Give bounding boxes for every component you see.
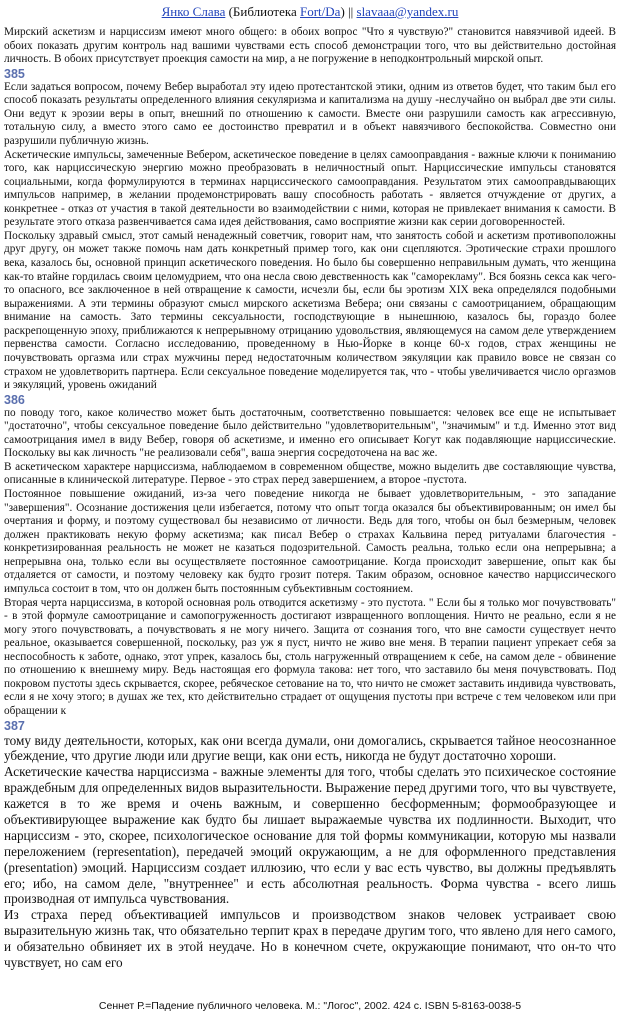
author-link[interactable]: Янко Слава <box>161 4 226 19</box>
page-number: 386 <box>4 392 25 407</box>
paragraph: Вторая черта нарциссизма, в которой основная роль отводится аскетизму - это пустота. " Если бы я только мог почувствовать" - в этой формуле самоотрицание и самопогруженность достигают извращенного воплощения. Ничто не реально, если я не могу этого почувствовать, а почувствовать я не могу ничего. Защита от сознания того, что вне самости существует нечто реальное, оказывается совершенной, поскольку, раз уж я пуст, ничто не живо вне меня. В терапии пациент упрекает себя за неспособность к заботе, однако, этот упрек, казалось бы, столь нагруженный отвращением к себе, на самом деле - обвинение по отношению к внешнему миру. Ведь настоящая его формула такова: нет того, что заставило бы меня почувствовать. Под покровом пустоты здесь скрывается, скорее, ребяческое сетование на то, что ничто не сможет заставить индивида чувствовать, если я не хочу этого; в душах же тех, кто действительно страдает от ощущения пустоты при встрече с тем человеком или при обращении к <box>4 596 616 717</box>
paragraph: Из страха перед объективацией импульсов и производством знаков человек устраивает свою выразительную жизнь так, что обязательно терпит крах в передаче другим того, что явлено для него самого, и обязательно обвиняет их в этой неудаче. Но в конечном счете, окружающие понимают, что он-то что чувствует, но сам его <box>4 907 616 971</box>
library-close-text: ) <box>340 4 345 19</box>
paragraph: Аскетические качества нарциссизма - важные элементы для того, чтобы сделать это психическое состояние враждебным для определенных видов выразительности. Выражение перед другими того, что вы чувствуете, кажется в то же время и очень важным, и совершенно бесформенным; формообразующее и объективирующее выражение как будто бы лишает выражаемые чувства их подлинности. Выходит, что нарциссизм - это, скорее, психологическое основание для той формы коммуникации, которую мы назвали переложением (representation), передачей эмоций окружающим, а не для оформленного представления (presentation) эмоций. Нарциссизм создает иллюзию, что если у вас есть чувство, вы должны предъявлять его; ибо, на самом деле, "внутреннее" и есть абсолютная реальность. Форма чувства - всего лишь производная от импульса чувствования. <box>4 764 616 907</box>
paragraph: тому виду деятельности, которых, как они всегда думали, они домогались, скрывается тайное неосознанное убеждение, что другие люди или другие вещи, как они есть, никогда не будут достаточно хороши. <box>4 732 616 764</box>
page-number: 387 <box>4 718 25 733</box>
paragraph: Постоянное повышение ожиданий, из-за чего поведение никогда не бывает удовлетворительным, - это западание "завершения". Осознание достижения цели избегается, потому что опыт тогда оказался бы объективированным; он имел бы очертания и форму, и поэтому существовал бы независимо от личности. Ведь для того, чтобы он был безмерным, человек должен практиковать некую форму аскетизма; как писал Вебер о страхах Кальвина перед ритуалами благочестия - конкретизированная реальность не может не казаться подозрительной. Самость реальна, только если она непрерывна; а непрерывна она, только если вы осуществляете постоянное самоотрицание. Когда происходит завершение, опыт как бы отдаляется от самости, и поэтому человеку как будто грозит потеря. Таким образом, основное качество нарциссического импульса состоит в том, что он должен быть постоянным субъективным состоянием. <box>4 488 616 595</box>
paragraph: Аскетические импульсы, замеченные Вебером, аскетическое поведение в целях самооправдания - важные ключи к пониманию того, как нарциссическую энергию можно преобразовать в неличностный опыт. Нарциссические импульсы становятся социальными, когда формулируются в терминах нарциссического самооправдания. Результатом этих самооправдывающих импульсов например, в желании продемонстрировать вашу способность работать - является отчуждение от других, а конкретнее - отказ от участия в такой деятельности во взаимодействии с ними, которая не привлекает внимания к самости. В результате этого отказа развенчивается сама идея действования, само восприятие жизни как серии договоренностей. <box>4 148 616 229</box>
document-body <box>4 26 616 971</box>
header-separator: || <box>344 4 357 19</box>
paragraph: по поводу того, какое количество может быть достаточным, соответственно повышается: человек все еще не испытывает "достаточно", чтобы сексуальное поведение было действительно "удовлетворительным", "значимым" и т.д. Именно этот вид самоотрицания имел в виду Вебер, говоря об аскетизме, и именно его описывает Когут как подавляющие нарциссические. Поскольку вы как личность "не реализовали себя", ваша энергия сосредоточена на вас же. <box>4 406 616 460</box>
paragraph: Поскольку здравый смысл, этот самый ненадежный советчик, говорит нам, что занятость собой и аскетизм противоположны друг другу, он может также помочь нам дать конкретный пример того, как они сцепляются. Эротические страхи прошлого века, казалось бы, основной принцип аскетического поведения. Но было бы совершенно неправильным думать, что женщина как-то втайне гордилась своим целомудрием, что она несла свою девственность как "саморекламу". Вся боязнь секса как чего-то опасного, все заключенное в ней отвращение к самости, исчезли бы, если бы эротизм XIX века определялся подобными выражениями. А эти термины образуют смысл мирского аскетизма Вебера; они связаны с самоотрицанием, обращающим внимание на самость. Зато термины сексуальности, господствующие в нынешнюю, казалось бы, гораздо более раскрепощенную эпоху, приближаются к непрерывному отрицанию удовольствия, являющемуся на самом деле утверждением первенства самости. Согласно исследованию, проведенному в Нью-Йорке в конце 60-х годов, страх женщины не почувствовать оргазма или страх мужчины перед недостаточным количеством эякуляции как правило вовсе не связан со страхом не удовлетворить партнера. Если сексуальное поведение моделируется так, что - чтобы увеличивается число оргазмов и эякуляций, уровень ожиданий <box>4 229 616 392</box>
paragraph: В аскетическом характере нарциссизма, наблюдаемом в современном обществе, можно выделить две составляющие чувства, описанные в клинической литературе. Первое - это страх перед завершением, а второе -пустота. <box>4 460 616 487</box>
library-open-text: (Библиотека <box>225 4 300 19</box>
email-link[interactable]: slavaaa@yandex.ru <box>356 4 459 19</box>
page-footer: Сеннет Р.=Падение публичного человека. М.: "Логос", 2002. 424 с. ISBN 5-8163-0038-5 <box>98 1000 522 1012</box>
page-header <box>0 4 620 19</box>
fortda-link[interactable]: Fort/Da <box>300 4 341 19</box>
page-number: 385 <box>4 66 25 81</box>
paragraph: Если задаться вопросом, почему Вебер выработал эту идею протестантской этики, одним из ответов будет, что таким был его способ показать результаты определенного влияния секуляризма и капитализма на душу -неслучайно он выбрал две эти силы. Они ведут к эрозии веры в опыт, внешний по отношению к самости. Вместе они разрушили самость как агрессивную, тотальную силу, а вместо этого само ее достоинство превратил и в объект навязчивого беспокойства. Совместно они разрушили публичную жизнь. <box>4 80 616 147</box>
paragraph: Мирский аскетизм и нарциссизм имеют много общего: в обоих вопрос "Что я чувствую?" становится навязчивой идеей. В обоих показать другим контроль над вашими чувствами есть способ демонстрации того, что вы действительно достойная личность. В обоих присутствует проекция самости на мир, а не погружение в неподконтрольный мирской опыт. <box>4 26 616 66</box>
